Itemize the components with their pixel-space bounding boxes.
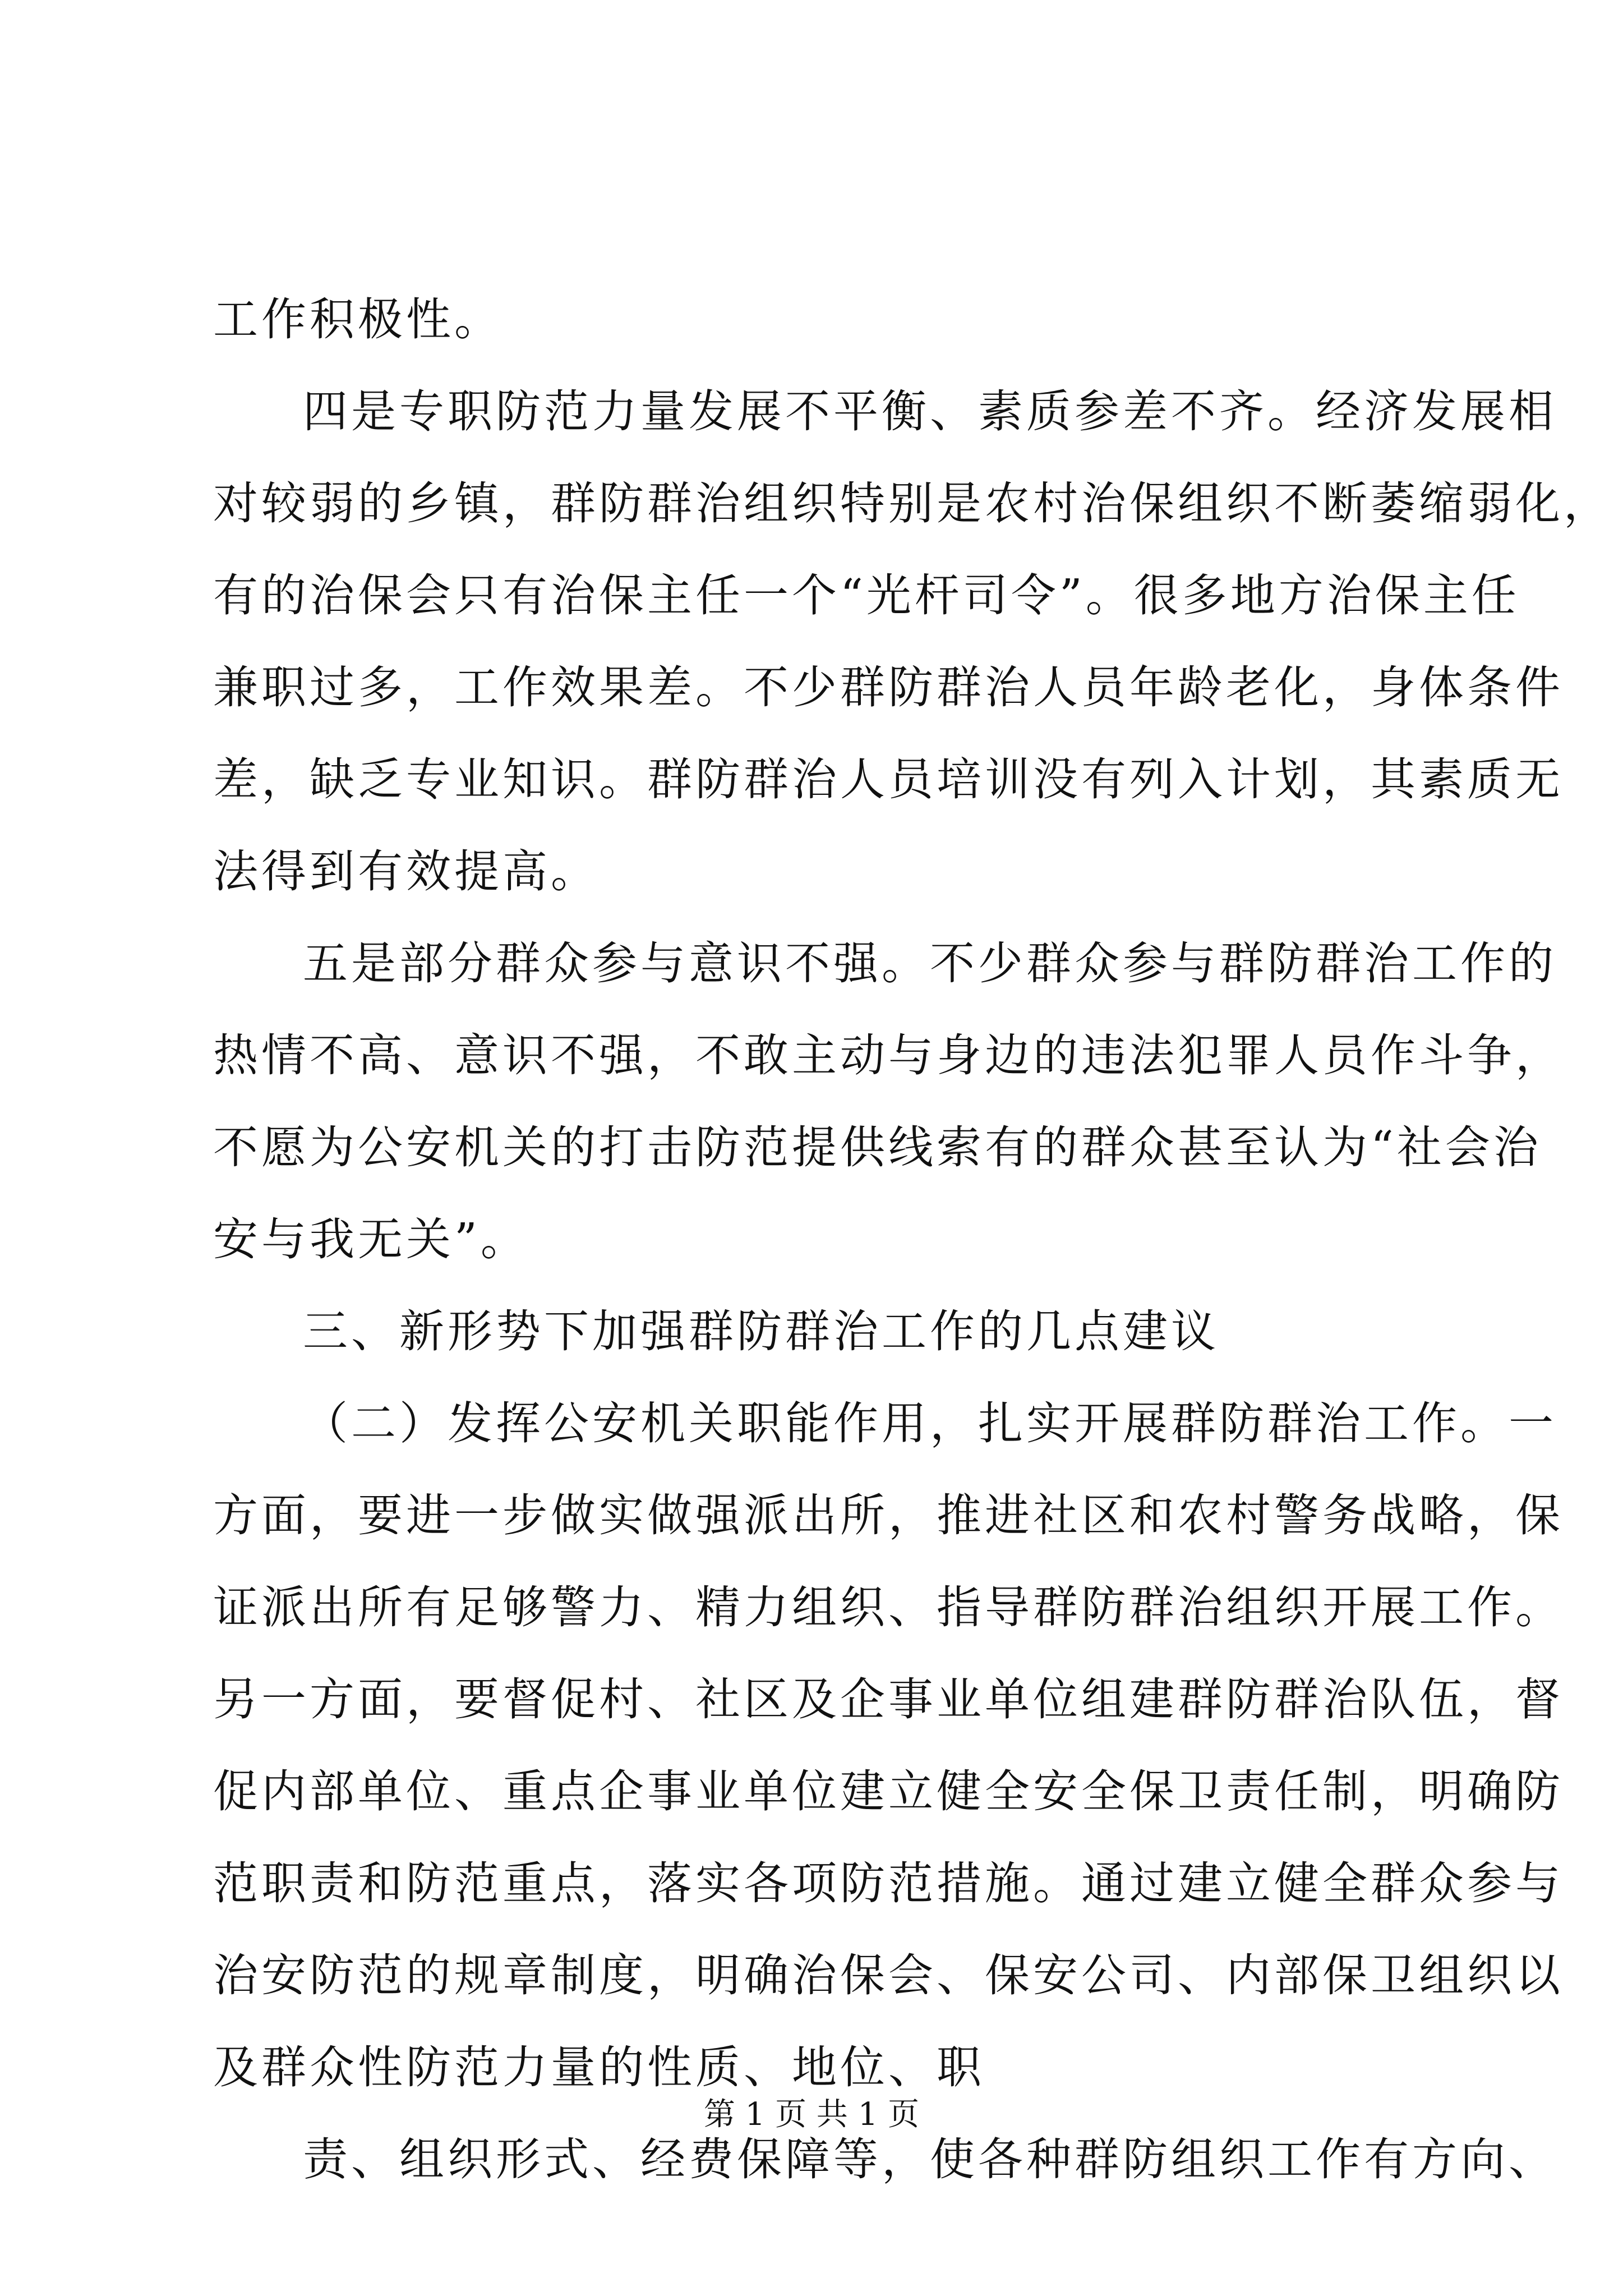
text-line: 五是部分群众参与意识不强。不少群众参与群防群治工作的 [303, 937, 1557, 990]
text-line: 促内部单位、重点企事业单位建立健全安全保卫责任制，明确防 [213, 1765, 1564, 1818]
text-line: 有的治保会只有治保主任一个“光杆司令”。很多地方治保主任 [213, 569, 1520, 622]
text-line: 方面，要进一步做实做强派出所，推进社区和农村警务战略，保 [213, 1489, 1564, 1542]
text-line: 另一方面，要督促村、社区及企事业单位组建群防群治队伍，督 [213, 1673, 1564, 1726]
text-line: 四是专职防范力量发展不平衡、素质参差不齐。经济发展相 [303, 385, 1557, 438]
document-body [213, 274, 1612, 2206]
text-line: 对较弱的乡镇，群防群治组织特别是农村治保组织不断萎缩弱化， [213, 477, 1612, 530]
text-line: 安与我无关”。 [213, 1213, 529, 1266]
text-line: 及群众性防范力量的性质、地位、职 [213, 2041, 985, 2093]
text-line: 工作积极性。 [213, 293, 502, 346]
text-line: 责、组织形式、经费保障等，使各种群防组织工作有方向、 [303, 2133, 1557, 2185]
page-footer: 第 1 页 共 1 页 [703, 2096, 920, 2133]
text-line: 不愿为公安机关的打击防范提供线索有的群众甚至认为“社会治 [213, 1121, 1542, 1174]
text-line: 热情不高、意识不强，不敢主动与身边的违法犯罪人员作斗争， [213, 1029, 1564, 1082]
text-line: 法得到有效提高。 [213, 845, 599, 898]
text-line: 差，缺乏专业知识。群防群治人员培训没有列入计划，其素质无 [213, 753, 1564, 806]
text-line: 证派出所有足够警力、精力组织、指导群防群治组织开展工作。 [213, 1581, 1564, 1634]
text-line: （二）发挥公安机关职能作用，扎实开展群防群治工作。一 [303, 1397, 1557, 1450]
text-line: 范职责和防范重点，落实各项防范措施。通过建立健全群众参与 [213, 1857, 1564, 1910]
text-line: 治安防范的规章制度，明确治保会、保安公司、内部保卫组织以 [213, 1949, 1564, 2001]
text-line: 兼职过多，工作效果差。不少群防群治人员年龄老化，身体条件 [213, 661, 1564, 714]
section-heading: 三、新形势下加强群防群治工作的几点建议 [303, 1305, 1219, 1358]
